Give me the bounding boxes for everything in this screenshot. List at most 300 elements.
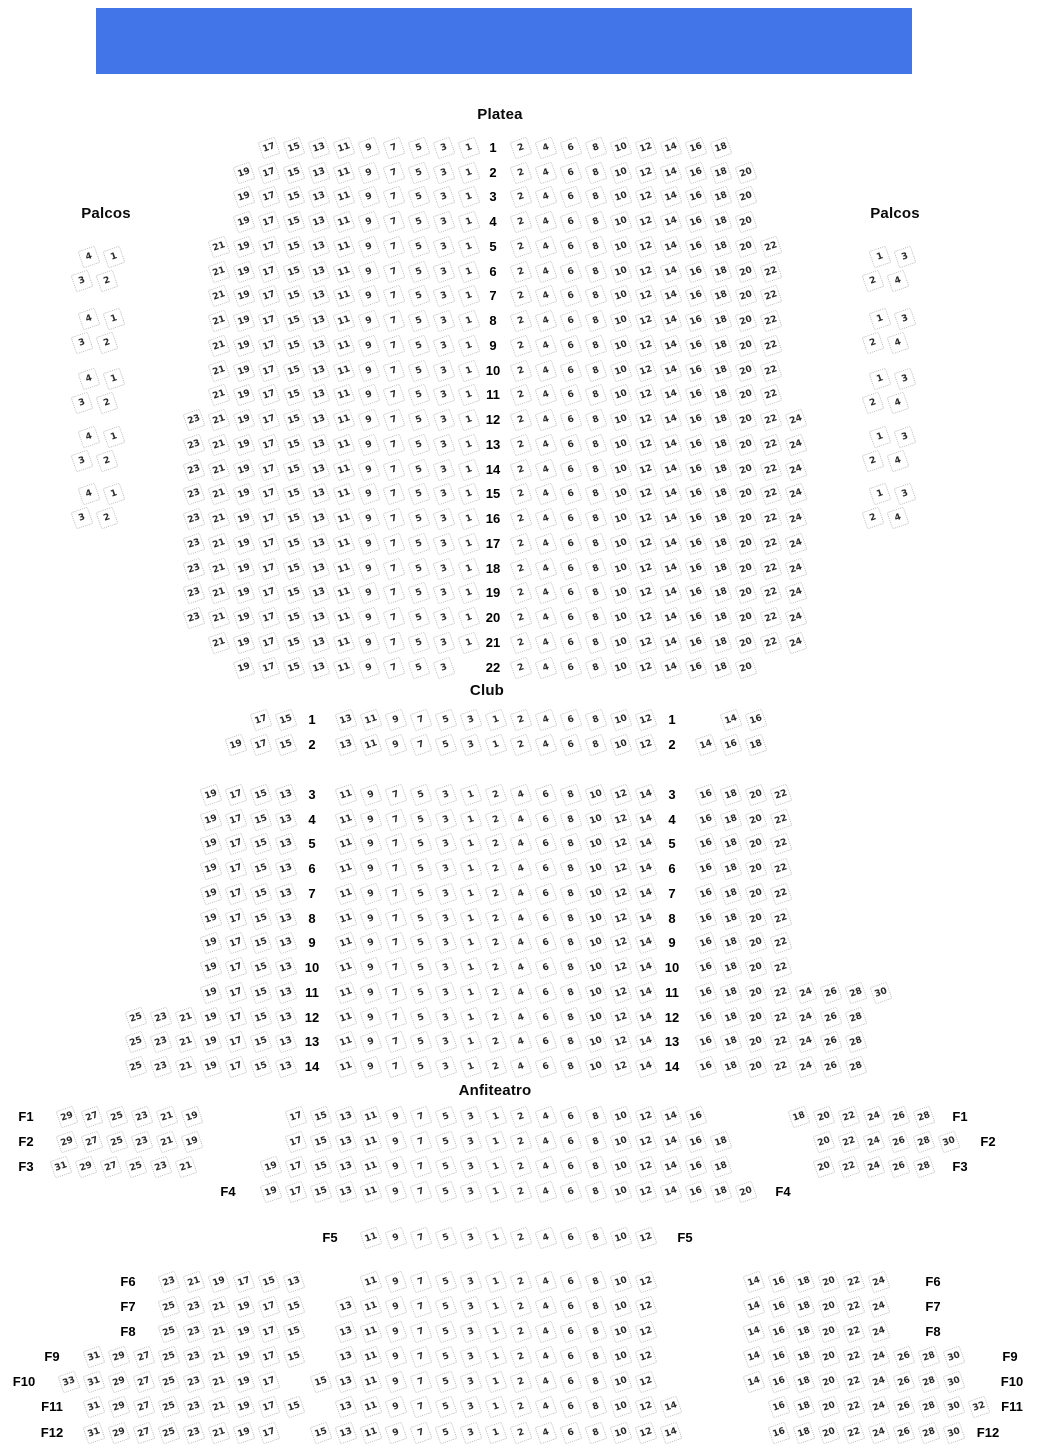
seat[interactable]: 9 <box>358 607 381 630</box>
seat[interactable]: 23 <box>183 508 206 531</box>
seat[interactable]: 18 <box>793 1396 816 1419</box>
seat[interactable]: 5 <box>408 607 431 630</box>
seat[interactable]: 20 <box>745 809 768 832</box>
seat[interactable]: 19 <box>233 508 256 531</box>
seat[interactable]: 23 <box>183 434 206 457</box>
seat[interactable]: 6 <box>535 932 558 955</box>
seat[interactable]: 21 <box>208 310 231 333</box>
seat[interactable]: 4 <box>535 1396 558 1419</box>
seat[interactable]: 13 <box>308 483 331 506</box>
seat[interactable]: 6 <box>560 137 583 160</box>
seat[interactable]: 1 <box>460 883 483 906</box>
seat[interactable]: 19 <box>200 957 223 980</box>
seat[interactable]: 22 <box>770 883 793 906</box>
seat[interactable]: 3 <box>433 236 456 259</box>
seat[interactable]: 2 <box>510 1181 533 1204</box>
seat[interactable]: 17 <box>225 1031 248 1054</box>
seat[interactable]: 22 <box>843 1422 866 1445</box>
seat[interactable]: 26 <box>888 1106 911 1129</box>
seat[interactable]: 18 <box>793 1346 816 1369</box>
seat[interactable]: 16 <box>695 809 718 832</box>
seat[interactable]: 1 <box>869 308 892 331</box>
seat[interactable]: 14 <box>635 809 658 832</box>
seat[interactable]: 8 <box>560 932 583 955</box>
seat[interactable]: 2 <box>485 784 508 807</box>
seat[interactable]: 4 <box>535 310 558 333</box>
seat[interactable]: 20 <box>735 558 758 581</box>
seat[interactable]: 3 <box>433 459 456 482</box>
seat[interactable]: 4 <box>535 1321 558 1344</box>
seat[interactable]: 4 <box>510 982 533 1005</box>
seat[interactable]: 15 <box>283 533 306 556</box>
seat[interactable]: 16 <box>695 908 718 931</box>
seat[interactable]: 17 <box>225 908 248 931</box>
seat[interactable]: 3 <box>460 1131 483 1154</box>
seat[interactable]: 8 <box>560 957 583 980</box>
seat[interactable]: 6 <box>560 582 583 605</box>
seat[interactable]: 11 <box>360 709 383 732</box>
seat[interactable]: 11 <box>333 162 356 185</box>
seat[interactable]: 22 <box>770 809 793 832</box>
seat[interactable]: 22 <box>760 533 783 556</box>
seat[interactable]: 14 <box>743 1371 766 1394</box>
seat[interactable]: 6 <box>535 784 558 807</box>
seat[interactable]: 3 <box>433 384 456 407</box>
seat[interactable]: 9 <box>358 434 381 457</box>
seat[interactable]: 15 <box>310 1131 333 1154</box>
seat[interactable]: 16 <box>720 734 743 757</box>
seat[interactable]: 8 <box>585 1131 608 1154</box>
seat[interactable]: 16 <box>685 483 708 506</box>
seat[interactable]: 4 <box>535 582 558 605</box>
seat[interactable]: 23 <box>158 1271 181 1294</box>
seat[interactable]: 14 <box>660 186 683 209</box>
seat[interactable]: 12 <box>635 632 658 655</box>
seat[interactable]: 1 <box>458 335 481 358</box>
seat[interactable]: 5 <box>410 1056 433 1079</box>
seat[interactable]: 15 <box>310 1371 333 1394</box>
seat[interactable]: 11 <box>335 1007 358 1030</box>
seat[interactable]: 2 <box>510 1321 533 1344</box>
seat[interactable]: 8 <box>585 137 608 160</box>
seat[interactable]: 2 <box>485 883 508 906</box>
seat[interactable]: 5 <box>408 483 431 506</box>
seat[interactable]: 15 <box>283 434 306 457</box>
seat[interactable]: 12 <box>635 162 658 185</box>
seat[interactable]: 19 <box>233 582 256 605</box>
seat[interactable]: 4 <box>510 883 533 906</box>
seat[interactable]: 24 <box>785 409 808 432</box>
seat[interactable]: 25 <box>158 1396 181 1419</box>
seat[interactable]: 7 <box>385 1056 408 1079</box>
seat[interactable]: 19 <box>233 459 256 482</box>
seat[interactable]: 24 <box>868 1371 891 1394</box>
seat[interactable]: 1 <box>458 558 481 581</box>
seat[interactable]: 2 <box>485 1007 508 1030</box>
seat[interactable]: 29 <box>108 1422 131 1445</box>
seat[interactable]: 10 <box>610 137 633 160</box>
seat[interactable]: 30 <box>938 1131 961 1154</box>
seat[interactable]: 4 <box>535 483 558 506</box>
seat[interactable]: 1 <box>460 833 483 856</box>
seat[interactable]: 6 <box>560 508 583 531</box>
seat[interactable]: 20 <box>818 1396 841 1419</box>
seat[interactable]: 19 <box>181 1106 204 1129</box>
seat[interactable]: 23 <box>183 582 206 605</box>
seat[interactable]: 9 <box>360 982 383 1005</box>
seat[interactable]: 4 <box>535 607 558 630</box>
seat[interactable]: 8 <box>585 607 608 630</box>
seat[interactable]: 23 <box>183 1321 206 1344</box>
seat[interactable]: 22 <box>760 558 783 581</box>
seat[interactable]: 1 <box>458 582 481 605</box>
seat[interactable]: 10 <box>610 459 633 482</box>
seat[interactable]: 2 <box>510 261 533 284</box>
seat[interactable]: 2 <box>485 833 508 856</box>
seat[interactable]: 4 <box>535 211 558 234</box>
seat[interactable]: 6 <box>560 1131 583 1154</box>
seat[interactable]: 12 <box>635 236 658 259</box>
seat[interactable]: 10 <box>610 285 633 308</box>
seat[interactable]: 15 <box>250 932 273 955</box>
seat[interactable]: 5 <box>408 632 431 655</box>
seat[interactable]: 23 <box>150 1156 173 1179</box>
seat[interactable]: 20 <box>818 1346 841 1369</box>
seat[interactable]: 15 <box>283 162 306 185</box>
seat[interactable]: 11 <box>333 261 356 284</box>
seat[interactable]: 11 <box>335 1031 358 1054</box>
seat[interactable]: 2 <box>510 1296 533 1319</box>
seat[interactable]: 20 <box>735 310 758 333</box>
seat[interactable]: 9 <box>358 483 381 506</box>
seat[interactable]: 3 <box>460 1346 483 1369</box>
seat[interactable]: 7 <box>383 483 406 506</box>
seat[interactable]: 6 <box>535 833 558 856</box>
seat[interactable]: 3 <box>460 1227 483 1250</box>
seat[interactable]: 17 <box>258 360 281 383</box>
seat[interactable]: 1 <box>460 858 483 881</box>
seat[interactable]: 13 <box>335 1106 358 1129</box>
seat[interactable]: 7 <box>383 459 406 482</box>
seat[interactable]: 14 <box>743 1296 766 1319</box>
seat[interactable]: 15 <box>283 1396 306 1419</box>
seat[interactable]: 15 <box>283 459 306 482</box>
seat[interactable]: 17 <box>250 734 273 757</box>
seat[interactable]: 1 <box>458 236 481 259</box>
seat[interactable]: 14 <box>660 162 683 185</box>
seat[interactable]: 10 <box>585 883 608 906</box>
seat[interactable]: 23 <box>150 1007 173 1030</box>
seat[interactable]: 13 <box>335 1422 358 1445</box>
seat[interactable]: 3 <box>435 908 458 931</box>
seat[interactable]: 22 <box>760 261 783 284</box>
seat[interactable]: 10 <box>610 310 633 333</box>
seat[interactable]: 15 <box>283 657 306 680</box>
seat[interactable]: 5 <box>410 982 433 1005</box>
seat[interactable]: 6 <box>560 285 583 308</box>
seat[interactable]: 8 <box>585 285 608 308</box>
seat[interactable]: 21 <box>208 261 231 284</box>
seat[interactable]: 16 <box>685 1131 708 1154</box>
seat[interactable]: 13 <box>275 982 298 1005</box>
seat[interactable]: 14 <box>660 1181 683 1204</box>
seat[interactable]: 5 <box>410 1031 433 1054</box>
seat[interactable]: 2 <box>96 332 119 355</box>
seat[interactable]: 16 <box>768 1296 791 1319</box>
seat[interactable]: 9 <box>385 1321 408 1344</box>
seat[interactable]: 15 <box>310 1181 333 1204</box>
seat[interactable]: 21 <box>208 236 231 259</box>
seat[interactable]: 13 <box>335 734 358 757</box>
seat[interactable]: 8 <box>585 533 608 556</box>
seat[interactable]: 19 <box>233 434 256 457</box>
seat[interactable]: 3 <box>894 426 917 449</box>
seat[interactable]: 2 <box>510 186 533 209</box>
seat[interactable]: 21 <box>208 558 231 581</box>
seat[interactable]: 8 <box>560 982 583 1005</box>
seat[interactable]: 16 <box>685 558 708 581</box>
seat[interactable]: 14 <box>635 932 658 955</box>
seat[interactable]: 3 <box>435 1056 458 1079</box>
seat[interactable]: 20 <box>735 384 758 407</box>
seat[interactable]: 3 <box>460 1396 483 1419</box>
seat[interactable]: 10 <box>610 1131 633 1154</box>
seat[interactable]: 16 <box>685 211 708 234</box>
seat[interactable]: 6 <box>535 957 558 980</box>
seat[interactable]: 24 <box>868 1271 891 1294</box>
seat[interactable]: 9 <box>360 1031 383 1054</box>
seat[interactable]: 21 <box>208 384 231 407</box>
seat[interactable]: 5 <box>410 908 433 931</box>
seat[interactable]: 21 <box>208 1396 231 1419</box>
seat[interactable]: 24 <box>868 1321 891 1344</box>
seat[interactable]: 5 <box>435 1346 458 1369</box>
seat[interactable]: 17 <box>250 709 273 732</box>
seat[interactable]: 7 <box>385 1007 408 1030</box>
seat[interactable]: 7 <box>385 908 408 931</box>
seat[interactable]: 18 <box>710 1181 733 1204</box>
seat[interactable]: 6 <box>560 409 583 432</box>
seat[interactable]: 16 <box>695 883 718 906</box>
seat[interactable]: 21 <box>208 1321 231 1344</box>
seat[interactable]: 3 <box>894 483 917 506</box>
seat[interactable]: 24 <box>785 483 808 506</box>
seat[interactable]: 3 <box>460 1422 483 1445</box>
seat[interactable]: 18 <box>720 809 743 832</box>
seat[interactable]: 3 <box>433 162 456 185</box>
seat[interactable]: 24 <box>795 1056 818 1079</box>
seat[interactable]: 21 <box>208 459 231 482</box>
seat[interactable]: 2 <box>510 211 533 234</box>
seat[interactable]: 8 <box>585 734 608 757</box>
seat[interactable]: 3 <box>435 858 458 881</box>
seat[interactable]: 4 <box>535 137 558 160</box>
seat[interactable]: 19 <box>233 533 256 556</box>
seat[interactable]: 8 <box>585 261 608 284</box>
seat[interactable]: 20 <box>745 1007 768 1030</box>
seat[interactable]: 12 <box>635 310 658 333</box>
seat[interactable]: 2 <box>510 310 533 333</box>
seat[interactable]: 24 <box>868 1396 891 1419</box>
seat[interactable]: 19 <box>233 384 256 407</box>
seat[interactable]: 6 <box>560 186 583 209</box>
seat[interactable]: 10 <box>610 657 633 680</box>
seat[interactable]: 20 <box>745 1031 768 1054</box>
seat[interactable]: 2 <box>485 1056 508 1079</box>
seat[interactable]: 10 <box>610 607 633 630</box>
seat[interactable]: 18 <box>710 186 733 209</box>
seat[interactable]: 28 <box>918 1396 941 1419</box>
seat[interactable]: 16 <box>685 162 708 185</box>
seat[interactable]: 7 <box>410 1106 433 1129</box>
seat[interactable]: 5 <box>435 1271 458 1294</box>
seat[interactable]: 14 <box>660 285 683 308</box>
seat[interactable]: 14 <box>660 1396 683 1419</box>
seat[interactable]: 10 <box>610 533 633 556</box>
seat[interactable]: 20 <box>813 1156 836 1179</box>
seat[interactable]: 18 <box>710 533 733 556</box>
seat[interactable]: 22 <box>843 1346 866 1369</box>
seat[interactable]: 11 <box>360 734 383 757</box>
seat[interactable]: 5 <box>435 1131 458 1154</box>
seat[interactable]: 11 <box>335 833 358 856</box>
seat[interactable]: 14 <box>660 335 683 358</box>
seat[interactable]: 18 <box>720 858 743 881</box>
seat[interactable]: 2 <box>510 607 533 630</box>
seat[interactable]: 11 <box>360 1181 383 1204</box>
seat[interactable]: 2 <box>510 1227 533 1250</box>
seat[interactable]: 8 <box>585 1371 608 1394</box>
seat[interactable]: 8 <box>560 858 583 881</box>
seat[interactable]: 22 <box>843 1271 866 1294</box>
seat[interactable]: 26 <box>888 1131 911 1154</box>
seat[interactable]: 4 <box>887 507 910 530</box>
seat[interactable]: 14 <box>660 211 683 234</box>
seat[interactable]: 18 <box>710 558 733 581</box>
seat[interactable]: 5 <box>408 137 431 160</box>
seat[interactable]: 4 <box>535 1131 558 1154</box>
seat[interactable]: 15 <box>250 883 273 906</box>
seat[interactable]: 16 <box>685 657 708 680</box>
seat[interactable]: 12 <box>635 1131 658 1154</box>
seat[interactable]: 5 <box>408 533 431 556</box>
seat[interactable]: 6 <box>560 734 583 757</box>
seat[interactable]: 2 <box>510 137 533 160</box>
seat[interactable]: 22 <box>760 434 783 457</box>
seat[interactable]: 15 <box>250 858 273 881</box>
seat[interactable]: 17 <box>258 211 281 234</box>
seat[interactable]: 5 <box>408 186 431 209</box>
seat[interactable]: 21 <box>175 1056 198 1079</box>
seat[interactable]: 3 <box>433 360 456 383</box>
seat[interactable]: 8 <box>585 1181 608 1204</box>
seat[interactable]: 3 <box>435 932 458 955</box>
seat[interactable]: 17 <box>285 1156 308 1179</box>
seat[interactable]: 20 <box>735 360 758 383</box>
seat[interactable]: 2 <box>510 459 533 482</box>
seat[interactable]: 7 <box>385 858 408 881</box>
seat[interactable]: 22 <box>770 957 793 980</box>
seat[interactable]: 11 <box>333 285 356 308</box>
seat[interactable]: 22 <box>760 360 783 383</box>
seat[interactable]: 18 <box>710 657 733 680</box>
seat[interactable]: 1 <box>458 261 481 284</box>
seat[interactable]: 20 <box>818 1271 841 1294</box>
seat[interactable]: 24 <box>795 982 818 1005</box>
seat[interactable]: 20 <box>813 1131 836 1154</box>
seat[interactable]: 26 <box>820 1007 843 1030</box>
seat[interactable]: 5 <box>410 858 433 881</box>
seat[interactable]: 24 <box>785 607 808 630</box>
seat[interactable]: 8 <box>585 1271 608 1294</box>
seat[interactable]: 7 <box>383 211 406 234</box>
seat[interactable]: 15 <box>283 285 306 308</box>
seat[interactable]: 4 <box>535 236 558 259</box>
seat[interactable]: 4 <box>510 1007 533 1030</box>
seat[interactable]: 1 <box>458 483 481 506</box>
seat[interactable]: 12 <box>635 709 658 732</box>
seat[interactable]: 12 <box>635 657 658 680</box>
seat[interactable]: 2 <box>510 360 533 383</box>
seat[interactable]: 7 <box>385 957 408 980</box>
seat[interactable]: 18 <box>788 1106 811 1129</box>
seat[interactable]: 10 <box>610 335 633 358</box>
seat[interactable]: 11 <box>333 483 356 506</box>
seat[interactable]: 2 <box>510 434 533 457</box>
seat[interactable]: 17 <box>258 285 281 308</box>
seat[interactable]: 4 <box>535 1106 558 1129</box>
seat[interactable]: 25 <box>125 1007 148 1030</box>
seat[interactable]: 17 <box>258 607 281 630</box>
seat[interactable]: 19 <box>233 285 256 308</box>
seat[interactable]: 2 <box>510 483 533 506</box>
seat[interactable]: 15 <box>283 335 306 358</box>
seat[interactable]: 5 <box>408 261 431 284</box>
seat[interactable]: 13 <box>308 261 331 284</box>
seat[interactable]: 25 <box>158 1371 181 1394</box>
seat[interactable]: 12 <box>635 434 658 457</box>
seat[interactable]: 18 <box>720 883 743 906</box>
seat[interactable]: 13 <box>308 582 331 605</box>
seat[interactable]: 19 <box>200 784 223 807</box>
seat[interactable]: 31 <box>83 1422 106 1445</box>
seat[interactable]: 14 <box>743 1321 766 1344</box>
seat[interactable]: 13 <box>308 459 331 482</box>
seat[interactable]: 17 <box>258 236 281 259</box>
seat[interactable]: 4 <box>78 308 101 331</box>
seat[interactable]: 22 <box>770 784 793 807</box>
seat[interactable]: 7 <box>383 607 406 630</box>
seat[interactable]: 25 <box>158 1296 181 1319</box>
seat[interactable]: 7 <box>410 1181 433 1204</box>
seat[interactable]: 11 <box>333 186 356 209</box>
seat[interactable]: 10 <box>610 384 633 407</box>
seat[interactable]: 21 <box>208 1296 231 1319</box>
seat[interactable]: 13 <box>308 434 331 457</box>
seat[interactable]: 20 <box>735 261 758 284</box>
seat[interactable]: 5 <box>408 162 431 185</box>
seat[interactable]: 16 <box>695 1031 718 1054</box>
seat[interactable]: 19 <box>233 1371 256 1394</box>
seat[interactable]: 13 <box>275 858 298 881</box>
seat[interactable]: 5 <box>410 833 433 856</box>
seat[interactable]: 16 <box>685 1106 708 1129</box>
seat[interactable]: 13 <box>335 709 358 732</box>
seat[interactable]: 30 <box>943 1422 966 1445</box>
seat[interactable]: 2 <box>862 507 885 530</box>
seat[interactable]: 1 <box>485 1296 508 1319</box>
seat[interactable]: 5 <box>410 1007 433 1030</box>
